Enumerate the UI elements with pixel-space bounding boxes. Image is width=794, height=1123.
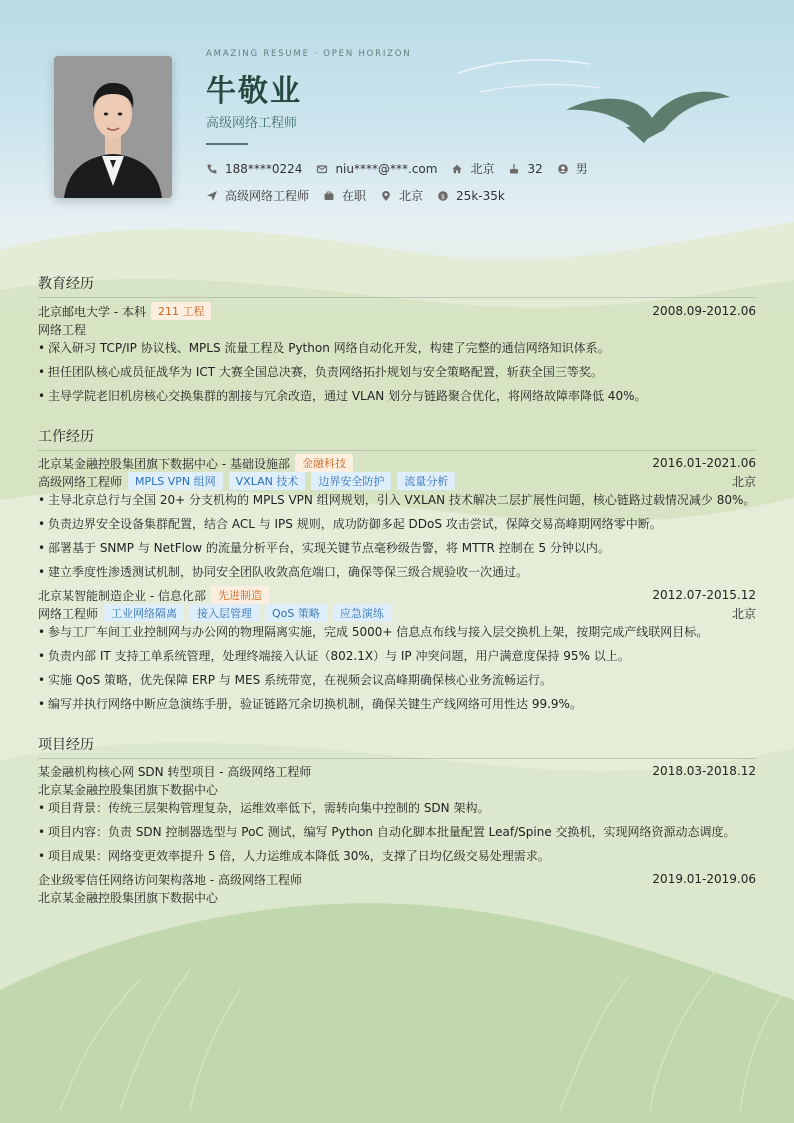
candidate-name: 牛敬业 <box>206 74 302 109</box>
skill-tag: MPLS VPN 组网 <box>128 472 223 490</box>
job-date: 2016.01-2021.06 <box>652 456 756 470</box>
city-item <box>451 160 494 177</box>
location-item <box>380 187 423 204</box>
age-value: 32 <box>527 161 543 176</box>
project-org-line <box>38 780 756 798</box>
work-heading: 工作经历 <box>38 426 756 451</box>
gender-value: 男 <box>575 162 588 176</box>
project-org: 北京某金融控股集团旗下数据中心 <box>38 782 219 797</box>
education-heading: 教育经历 <box>38 273 756 298</box>
email-value: niu****@***.com <box>335 161 438 176</box>
job-bullet: • 部署基于 SNMP 与 NetFlow 的流量分析平台，实现关键节点毫秒级告警，将 MTTR 控制在 5 分钟以内。 <box>38 540 756 556</box>
job-bullet: • 负责内部 IT 支持工单系统管理，处理终端接入认证（802.1X）与 IP 冲突问题，用户满意度保持 95% 以上。 <box>38 648 756 664</box>
project-header <box>38 870 756 888</box>
job-role: 网络工程师 <box>38 606 99 621</box>
phone-value: 188****0224 <box>225 161 303 176</box>
project-bullet: • 项目背景：传统三层架构管理复杂，运维效率低下，需转向集中控制的 SDN 架构。 <box>38 800 756 816</box>
phone-item <box>206 162 302 176</box>
status-value: 在职 <box>342 189 367 203</box>
job-bullet: • 编写并执行网络中断应急演练手册，验证链路冗余切换机制，确保关键生产线网络可用性达 99.9%。 <box>38 696 756 712</box>
job-header <box>38 454 756 472</box>
education-date: 2008.09-2012.06 <box>652 304 756 318</box>
education-header <box>38 302 756 320</box>
location-value: 北京 <box>399 189 424 203</box>
education-bullet: • 主导学院老旧机房核心交换集群的割接与冗余改造，通过 VLAN 划分与链路聚合优化，将网络故障率降低 40%。 <box>38 388 756 404</box>
candidate-title: 高级网络工程师 <box>206 116 298 131</box>
job-industry-tag: 先进制造 <box>211 586 269 604</box>
project-org-line <box>38 888 756 906</box>
job-role-line <box>38 472 756 490</box>
job-company: 北京某智能制造企业 - 信息化部 <box>38 588 206 603</box>
skill-tag: QoS 策略 <box>265 604 327 622</box>
job-intent-row <box>206 187 519 204</box>
profile-photo <box>54 56 172 198</box>
salary-item <box>437 189 505 203</box>
position-value: 高级网络工程师 <box>225 189 310 203</box>
education-major-line <box>38 320 756 338</box>
school-name: 北京邮电大学 - 本科 <box>38 304 146 319</box>
svg-text:$: $ <box>440 191 446 200</box>
job-bullet: • 实施 QoS 策略，优先保障 ERP 与 MES 系统带宽，在视频会议高峰期确保核心业务流畅运行。 <box>38 672 756 688</box>
status-item <box>323 187 366 204</box>
education-bullet: • 担任团队核心成员征战华为 ICT 大赛全国总决赛，负责网络拓扑规划与安全策略配置，斩获全国三等奖。 <box>38 364 756 380</box>
contact-row <box>206 160 602 177</box>
project-date: 2018.03-2018.12 <box>652 764 756 778</box>
money-icon <box>437 190 449 202</box>
job-bullet: • 参与工厂车间工业控制网与办公网的物理隔离实施，完成 5000+ 信息点布线与接入层交换机上架，按期完成产线联网目标。 <box>38 624 756 640</box>
school-tag: 211 工程 <box>151 302 212 320</box>
education-major: 网络工程 <box>38 322 87 337</box>
age-item <box>508 162 542 176</box>
skill-tag: 工业网络隔离 <box>104 604 184 622</box>
user-icon <box>557 163 569 175</box>
project-org: 北京某金融控股集团旗下数据中心 <box>38 890 219 905</box>
location-pin-icon <box>380 190 392 202</box>
project-name: 企业级零信任网络访问架构落地 - 高级网络工程师 <box>38 872 302 887</box>
project-header <box>38 762 756 780</box>
skill-tag: 流量分析 <box>397 472 455 490</box>
gender-item <box>557 160 588 177</box>
position-item <box>206 187 309 204</box>
job-date: 2012.07-2015.12 <box>652 588 756 602</box>
city-value: 北京 <box>470 162 495 176</box>
mail-icon <box>316 163 328 175</box>
job-city: 北京 <box>731 474 756 489</box>
job-role-line <box>38 604 756 622</box>
job-header <box>38 586 756 604</box>
phone-icon <box>206 163 218 175</box>
skill-tag: 接入层管理 <box>190 604 259 622</box>
project-name: 某金融机构核心网 SDN 转型项目 - 高级网络工程师 <box>38 764 312 779</box>
job-company: 北京某金融控股集团旗下数据中心 - 基础设施部 <box>38 456 290 471</box>
project-bullet: • 项目内容：负责 SDN 控制器选型与 PoC 测试，编写 Python 自动化脚本批量配置 Leaf/Spine 交换机，实现网络资源动态调度。 <box>38 824 756 840</box>
job-city: 北京 <box>731 606 756 621</box>
salary-value: 25k-35k <box>456 188 505 203</box>
send-icon <box>206 190 218 202</box>
skill-tag: VXLAN 技术 <box>229 472 306 490</box>
cake-icon <box>508 163 520 175</box>
project-date: 2019.01-2019.06 <box>652 872 756 886</box>
tagline: AMAZING RESUME · OPEN HORIZON <box>206 49 412 59</box>
project-bullet: • 项目成果：网络变更效率提升 5 倍，人力运维成本降低 30%，支撑了日均亿级交易处理需求。 <box>38 848 756 864</box>
skill-tag: 边界安全防护 <box>311 472 391 490</box>
job-bullet: • 建立季度性渗透测试机制，协同安全团队收敛高危端口，确保等保三级合规验收一次通过。 <box>38 564 756 580</box>
education-bullet: • 深入研习 TCP/IP 协议栈、MPLS 流量工程及 Python 网络自动化开发，构建了完整的通信网络知识体系。 <box>38 340 756 356</box>
job-industry-tag: 金融科技 <box>295 454 353 472</box>
header-divider <box>206 143 248 145</box>
job-bullet: • 主导北京总行与全国 20+ 分支机构的 MPLS VPN 组网规划，引入 VXLAN 技术解决二层扩展性问题，核心链路过载情况减少 80%。 <box>38 492 756 508</box>
email-item <box>316 162 437 176</box>
home-icon <box>451 163 463 175</box>
job-bullet: • 负责边界安全设备集群配置，结合 ACL 与 IPS 规则，成功防御多起 DDoS 攻击尝试，保障交易高峰期网络零中断。 <box>38 516 756 532</box>
briefcase-icon <box>323 190 335 202</box>
projects-heading: 项目经历 <box>38 734 756 759</box>
skill-tag: 应急演练 <box>333 604 391 622</box>
job-role: 高级网络工程师 <box>38 474 123 489</box>
